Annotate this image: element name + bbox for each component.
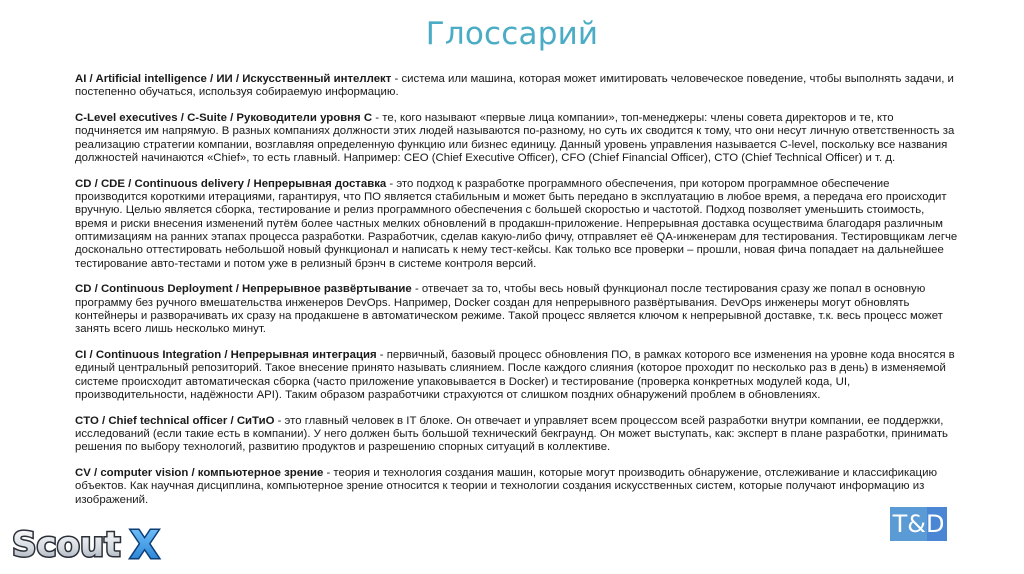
- term: CTO / Chief technical officer / СиТиО: [75, 414, 275, 427]
- glossary-entry-c-level: [75, 112, 960, 165]
- term: CD / CDE / Continuous delivery / Непрерывная доставка: [75, 177, 387, 190]
- definition: - система или машина, которая может имитировать человеческое поведение, чтобы выполнять задачи, и постепенно обучаться, используя собираемую информацию.: [75, 73, 954, 99]
- glossary-entry-ci: [75, 349, 960, 402]
- td-logo: [890, 507, 947, 541]
- term: C-Level executives / C-Suite / Руководители уровня С: [75, 112, 373, 125]
- definition: - теория и технология создания машин, которые могут производить обнаружение, отслеживание и классификацию объектов. Как научная дисциплина, компьютерное зрение относится к теории и технологии создания искусственных систем, которые получают информацию из изображений.: [75, 467, 937, 506]
- definition: - первичный, базовый процесс обновления ПО, в рамках которого все изменения на уровне кода вносятся в единый центральный репозиторий. Такое внесение принято называть слиянием. После каждого слияния (которое проходит по несколько раз в день) в изменяемой системе происходит автоматическая сборка (часто приложение упаковывается в Docker) и тестирование (проверка конкретных модулей кода, UI, производительности, надёжности API). Таким образом разработчики страхуются от слишком поздних обнаружений проблем в обновлениях.: [75, 349, 955, 401]
- term: CI / Continuous Integration / Непрерывная интеграция: [75, 349, 377, 362]
- glossary-entry-ai: [75, 73, 960, 100]
- slide-title: Глоссарий: [425, 16, 599, 52]
- td-logo-text: T&D: [892, 510, 945, 538]
- definition: - те, кого называют «первые лица компании», топ-менеджеры: члены совета директоров и те, кто подчиняется им напрямую. В разных компаниях должности этих людей называются по-разному, но суть их сводится к тому, что они несут личную ответственность за реализацию стратегии компании, возглавляя определенную функцию или бизнес единицу. Данный уровень управления называется C-level, поскольку все названия должностей начинаются «Chief», то есть главный. Например: CEO (Chief Executive Officer), CFO (Chief Financial Officer), CTO (Chief Technical Officer) и т. д.: [75, 112, 955, 164]
- definition: - отвечает за то, чтобы весь новый функционал после тестирования сразу же попал в основную программу без ручного вмешательства инженеров DevOps. Например, Docker создан для непрерывного развёртывания. DevOps инженеры могут обновлять контейнеры и разворачивать их сразу на продакшене в автоматическом режиме. Такой процесс является ключом к непрерывной доставке, т.к. весь процесс может занять всего лишь несколько минут.: [75, 283, 943, 336]
- term: CV / computer vision / компьютерное зрение: [75, 467, 324, 480]
- scoutx-logo-text: Scout: [12, 525, 121, 565]
- term: CD / Continuous Deployment / Непрерывное развёртывание: [75, 283, 412, 296]
- glossary-entry-cv: [75, 467, 960, 507]
- definition: - это подход к разработке программного обеспечения, при котором программное обеспечение производится короткими итерациями, гарантируя, что ПО является стабильным и может быть передано в эксплуатацию в любое время, а передача его происходит вручную. Целью является сборка, тестирование и релиз программного обеспечения с большей скоростью и частотой. Подход позволяет уменьшить стоимость, время и риски внесения изменений путём более частных мелких обновлений в продакшн-приложение. Непрерывная доставка осуществима благодаря различным оптимизациям на ранних этапах процесса разработки. Разработчик, сделав какую-либо фичу, отправляет её QA-инженерам для тестирования. Тестировщикам легче досконально оттестировать небольшой новый функционал и написать к нему тест-кейсы. Как только все проверки – прошли, новая фича попадает на дальнейшее тестирование авто-тестами и потом уже в релизный брэнч в системе контроля версий.: [75, 177, 958, 270]
- glossary-entry-cd-deployment: [75, 283, 960, 336]
- glossary-entry-cd-delivery: [75, 178, 960, 271]
- scoutx-logo: [10, 520, 170, 566]
- term: AI / Artificial intelligence / ИИ / Искусственный интеллект: [75, 73, 392, 85]
- scoutx-logo-accent: X: [130, 523, 160, 566]
- glossary-list: [75, 73, 960, 520]
- definition: - это главный человек в IT блоке. Он отвечает и управляет всем процессом всей разработки внутри компании, ее поддержки, исследований (если такие есть в компании). У него должен быть большой технический бекграунд. Он может выступать, как: эксперт в плане разработки, принимать решения по выбору технологий, развитию продуктов и разрешению спорных ситуаций в коллективе.: [75, 414, 948, 454]
- glossary-entry-cto: [75, 415, 960, 455]
